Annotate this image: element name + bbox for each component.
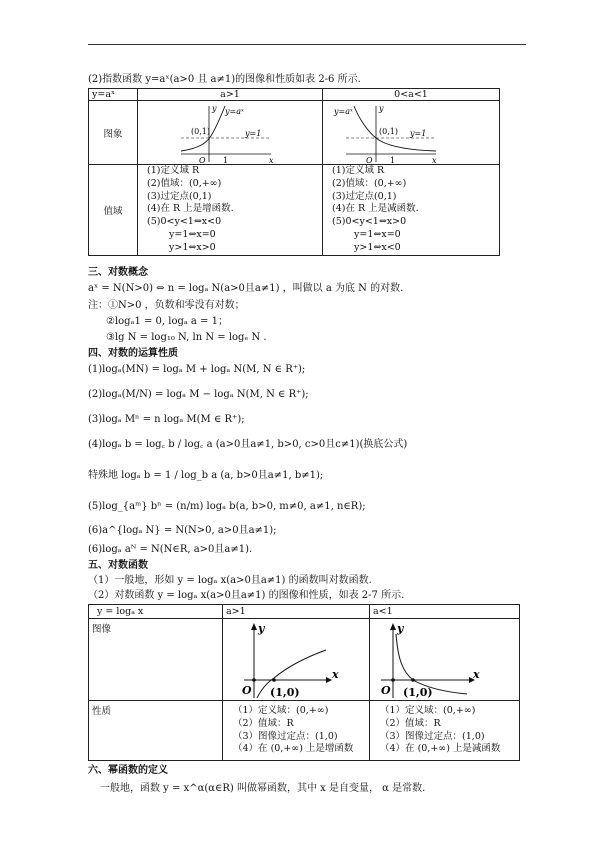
log-header-func: y = logₐ x [89, 605, 223, 619]
section-6-title: 六、幂函数的定义 [88, 765, 168, 776]
prop-line: （2）值域：R [380, 717, 441, 729]
y-label: y [258, 621, 265, 635]
prop-line: (1)定义域 R [147, 165, 200, 176]
log-props-decreasing [370, 701, 520, 761]
prop-line: (5)0<y<1⇔x>0 [332, 216, 407, 228]
log-image-label: 图像 [89, 619, 223, 701]
log-rule-1: (1)logₐ(MN) = logₐ M + logₐ N(M, N ∈ R⁺); [88, 364, 306, 375]
prop-line: （4）在 (0,+∞) 上是减函数 [380, 743, 501, 755]
prop-line: （2）值域：R [233, 717, 294, 729]
exp-decreasing-graph [326, 102, 476, 164]
one-label: 1 [390, 155, 396, 164]
section-3-definition: aˣ = N(N>0) ⇔ n = logₐ N(a>0且a≠1) ，叫做以 a 为底 N 的对数. [88, 283, 404, 294]
prop-line: (3)过定点(0,1) [147, 190, 212, 202]
log-rule-4: (4)logₐ b = log꜀ b / log꜀ a (a>0且a≠1, b>0, c>0且c≠1)(换底公式) [88, 439, 408, 450]
exp-header-func: y=aˣ [89, 89, 138, 101]
exp-image-label: 图象 [89, 101, 138, 165]
exp-header-a-gt-1: a>1 [138, 89, 323, 101]
origin-point [252, 678, 256, 682]
prop-line: y>1⇔x<0 [354, 241, 401, 253]
exp-domain-label: 值域 [89, 165, 138, 256]
exp-table [88, 88, 500, 256]
exp-graph-increasing [138, 101, 323, 165]
log-graph-decreasing [370, 619, 520, 701]
log-graph-increasing [223, 619, 370, 701]
prop-line: y>1⇔x>0 [169, 241, 216, 253]
prop-line: (5)0<y<1⇔x<0 [147, 216, 222, 228]
log-rule-6b: (6)logₐ aᴺ = N(N∈R, a>0且a≠1). [88, 544, 253, 555]
log-table [88, 604, 520, 761]
section-3-title: 三、对数概念 [88, 267, 148, 278]
prop-line: (1)定义域 R [332, 165, 385, 176]
one-label: 1 [223, 155, 229, 164]
prop-line: （4）在 (0,+∞) 上是增函数 [233, 743, 354, 755]
prop-line: (4)在 R 上是减函数. [332, 203, 419, 215]
hline-label: y=1 [410, 128, 427, 138]
prop-line: (3)过定点(0,1) [332, 190, 397, 202]
prop-line: (2)值域：(0,+∞) [147, 177, 222, 189]
log-header-a-lt-1: a<1 [370, 605, 520, 619]
exp-intro: (2)指数函数 y=aˣ(a>0 且 a≠1)的图像和性质如表 2-6 所示. [88, 74, 361, 85]
log-rule-special: 特殊地 logₐ b = 1 / log_b a (a, b>0且a≠1, b≠1); [88, 470, 324, 481]
exp-increasing-graph [141, 102, 291, 164]
section-5-line-1: （1）一般地，形如 y = logₐ x(a>0且a≠1) 的函数叫对数函数. [88, 575, 372, 586]
log-increasing-graph [226, 620, 361, 700]
point-label: (1,0) [270, 685, 300, 699]
log-rule-5: (5)log_{aᵐ} bⁿ = (n/m) logₐ b(a, b>0, m≠0, a≠1, n∈R); [88, 501, 366, 512]
exp-props-decreasing [323, 165, 500, 256]
y-arrow [251, 623, 257, 630]
x-label: x [269, 155, 274, 164]
hline-label: y=1 [245, 128, 262, 138]
prop-line: (4)在 R 上是增函数. [147, 203, 234, 215]
prop-line: （3）图像过定点：(1,0) [233, 730, 338, 742]
exp-props-increasing [138, 165, 323, 256]
section-5-title: 五、对数函数 [88, 560, 148, 571]
origin-label: O [366, 155, 373, 164]
prop-line: （1）定义域：(0,+∞) [233, 704, 329, 716]
section-3-note-1: 注：①N>0 ，负数和零没有对数； [88, 300, 245, 311]
x-label: x [332, 667, 339, 681]
section-3-note-2: ②logₐ1 = 0, logₐ a = 1； [106, 316, 228, 327]
log-prop-label: 性质 [89, 701, 223, 761]
prop-line: （1）定义域：(0,+∞) [380, 704, 476, 716]
y-label: y [397, 621, 404, 635]
origin-label: O [242, 683, 252, 697]
prop-line: (2)值域：(0,+∞) [332, 177, 407, 189]
prop-line: y=1⇔x=0 [354, 228, 401, 240]
section-5-line-2: （2）对数函数 y = logₐ x(a>0且a≠1) 的图像和性质，如表 2-7 所示. [88, 590, 405, 601]
exp-graph-decreasing [323, 101, 500, 165]
log-rule-2: (2)logₐ(M/N) = logₐ M − logₐ N(M, N ∈ R⁺); [88, 389, 309, 400]
curve-label: y=aˣ [334, 106, 353, 116]
prop-line: （3）图像过定点：(1,0) [380, 730, 485, 742]
log-props-increasing [223, 701, 370, 761]
y-label: y [379, 103, 384, 113]
y-label: y [212, 103, 217, 113]
log-decreasing-graph [373, 620, 508, 700]
y-arrow [390, 623, 396, 630]
log-rule-3: (3)logₐ Mⁿ = n logₐ M(M ∈ R⁺); [88, 414, 245, 425]
section-3-note-3: ③lg N = log₁₀ N, ln N = logₑ N . [106, 332, 267, 343]
section-4-title: 四、对数的运算性质 [88, 348, 178, 359]
x-label: x [432, 155, 437, 164]
log-rule-6a: (6)a^{logₐ N} = N(N>0, a>0且a≠1); [88, 525, 277, 536]
origin-label: O [199, 155, 206, 164]
curve-label: y=aˣ [225, 106, 244, 116]
exp-header-a-lt-1: 0<a<1 [323, 89, 500, 101]
point-label: (0,1) [379, 126, 398, 136]
log-curve [396, 634, 467, 694]
origin-label: O [381, 683, 391, 697]
origin-point [391, 678, 395, 682]
top-rule [88, 44, 526, 45]
fixed-point [272, 678, 276, 682]
section-6-definition: 一般地，函数 y = x^α(α∈R) 叫做幂函数，其中 x 是自变量， α 是常数. [100, 783, 426, 794]
point-label: (0,1) [191, 126, 210, 136]
log-header-a-gt-1: a>1 [223, 605, 370, 619]
point-label: (1,0) [403, 685, 433, 699]
fixed-point [411, 678, 415, 682]
prop-line: y=1⇔x=0 [169, 228, 216, 240]
x-label: x [473, 667, 480, 681]
